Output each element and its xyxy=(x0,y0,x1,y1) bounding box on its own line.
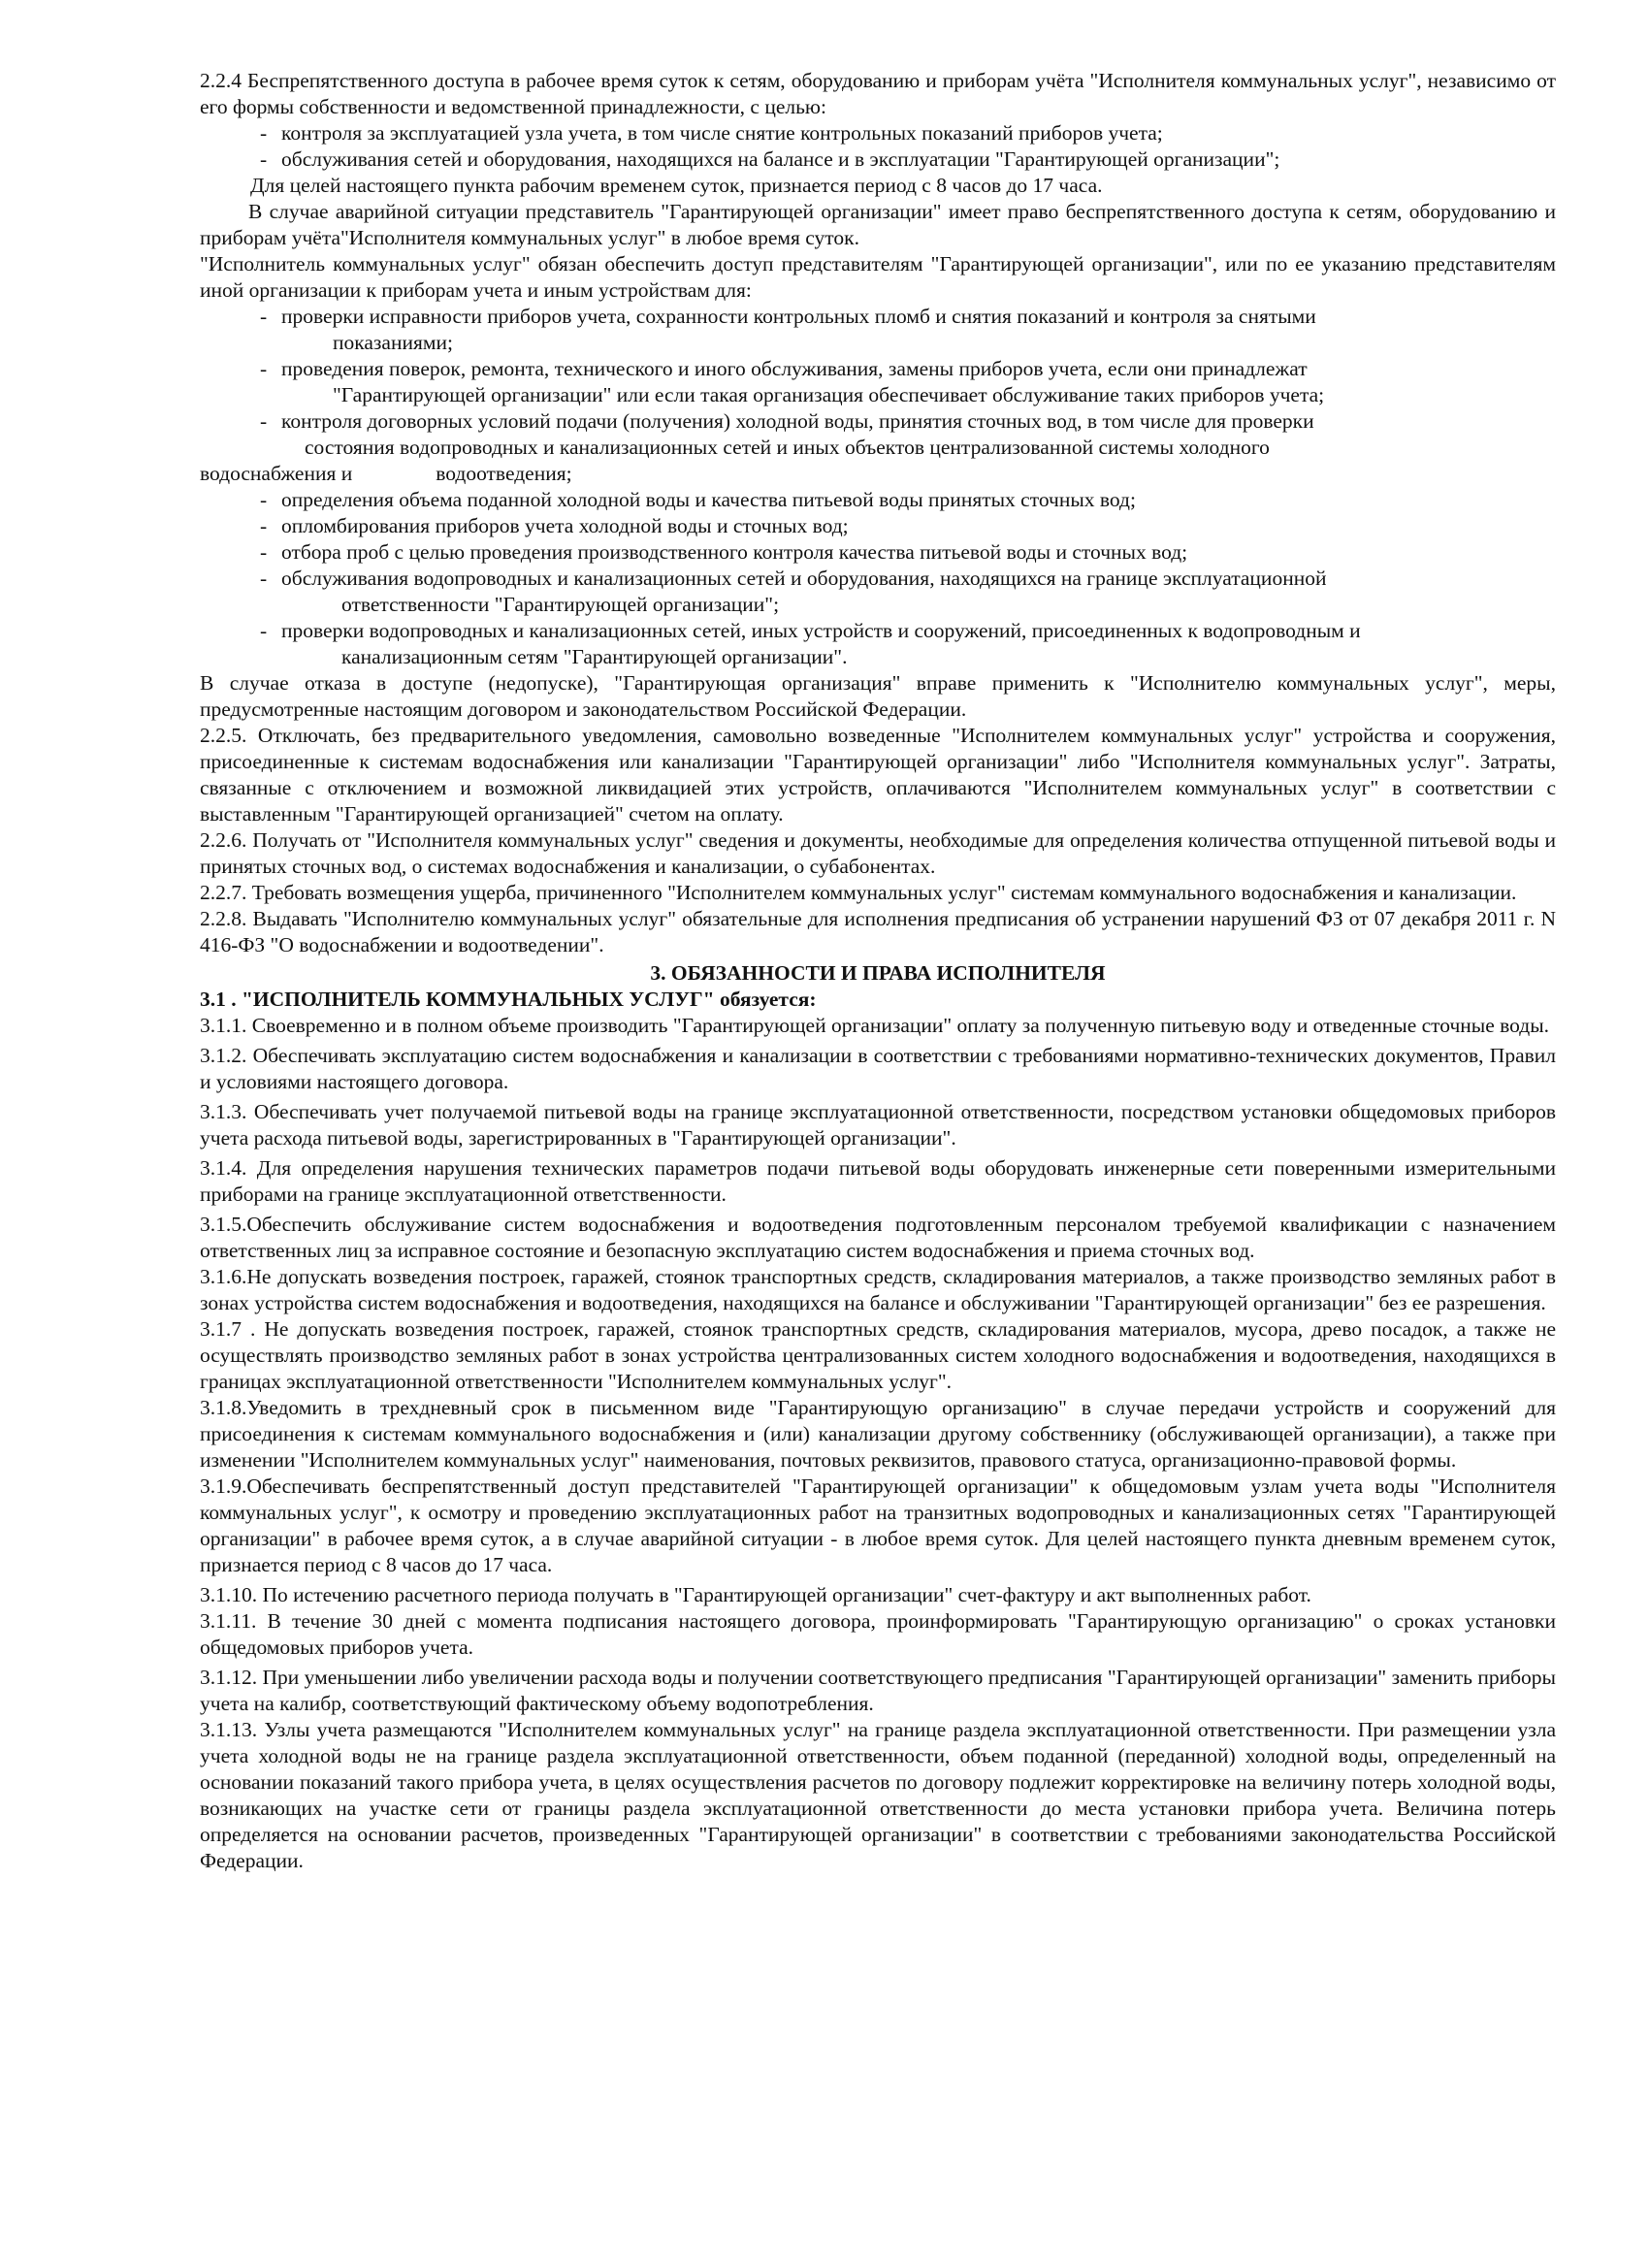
list-item xyxy=(200,566,1556,618)
list-item xyxy=(200,408,1556,461)
paragraph-3-1-6: 3.1.6.Не допускать возведения построек, гаражей, стоянок транспортных средств, складирования материалов, а также производство земляных работ в зонах устройства систем водоснабжения и водоотведения, находящихся на балансе и обслуживании "Гарантирующей организации" без ее разрешения. xyxy=(200,1265,1556,1314)
paragraph-2-2-7: 2.2.7. Требовать возмещения ущерба, причиненного "Исполнителем коммунальных услуг" системам коммунального водоснабжения и канализации. xyxy=(200,881,1517,904)
dash-mark: - xyxy=(260,540,268,564)
list-item xyxy=(200,539,1556,566)
dash-mark: - xyxy=(260,619,268,642)
list-item-wrap: водоснабжения и водоотведения; xyxy=(200,462,572,485)
list-item-continuation: состояния водопроводных и канализационных сетей и иных объектов централизованной системы холодного xyxy=(305,436,1270,459)
paragraph-3-1-1: 3.1.1. Своевременно и в полном объеме производить "Гарантирующей организации" оплату за полученную питьевую воду и отведенные сточные воды. xyxy=(200,1014,1550,1037)
list-item-text: контроля договорных условий подачи (получения) холодной воды, принятия сточных вод, в том числе для проверки xyxy=(281,409,1314,433)
list-item-text: проверки исправности приборов учета, сохранности контрольных пломб и снятия показаний и контроля за снятыми xyxy=(281,305,1316,328)
paragraph-3-1-10: 3.1.10. По истечению расчетного периода получать в "Гарантирующей организации" счет-фактуру и акт выполненных работ. xyxy=(200,1583,1311,1606)
document-page xyxy=(200,68,1556,1874)
list-item-text: обслуживания водопроводных и канализационных сетей и оборудования, находящихся на границе эксплуатационной xyxy=(281,567,1327,590)
list-item-continuation: канализационным сетям "Гарантирующей организации". xyxy=(341,645,848,668)
list-item xyxy=(200,356,1556,408)
paragraph-3-1-3: 3.1.3. Обеспечивать учет получаемой питьевой воды на границе эксплуатационной ответственности, посредством установки общедомовых приборов учета расхода питьевой воды, зарегистрированных в "Гарантирующей организации". xyxy=(200,1100,1556,1150)
paragraph-3-1-13: 3.1.13. Узлы учета размещаются "Исполнителем коммунальных услуг" на границе раздела эксплуатационной ответственности. При размещении узла учета холодной воды не на границе раздела эксплуатационной ответственности, объем поданной (переданной) холодной воды, определенный на основании показаний такого прибора учета, в целях осуществления расчетов по договору подлежит корректировке на величину потерь холодной воды, возникающих на участке сети от границы раздела эксплуатационной ответственности до места установки прибора учета. Величина потерь определяется на основании расчетов, произведенных "Гарантирующей организации" в соответствии с требованиями законодательства Российской Федерации. xyxy=(200,1718,1556,1872)
dash-mark: - xyxy=(260,488,268,511)
working-time-paragraph: Для целей настоящего пункта рабочим временем суток, признается период с 8 часов до 17 часа. xyxy=(250,174,1103,197)
paragraph-3-1-8: 3.1.8.Уведомить в трехдневный срок в письменном виде "Гарантирующую организацию" в случае передачи устройств и сооружений для присоединения к системам коммунального водоснабжения и (или) канализации другому собственнику (обслуживающей организации), а также при изменении "Исполнителем коммунальных услуг" наименования, почтовых реквизитов, правового статуса, организационно-правовой формы. xyxy=(200,1396,1556,1472)
dash-mark: - xyxy=(260,305,268,328)
list-item-text: определения объема поданной холодной воды и качества питьевой воды принятых сточных вод; xyxy=(281,488,1136,511)
subsection-3-1-heading: 3.1 . "ИСПОЛНИТЕЛЬ КОММУНАЛЬНЫХ УСЛУГ" обязуется: xyxy=(200,988,817,1011)
emergency-paragraph: В случае аварийной ситуации представитель "Гарантирующей организации" имеет право беспрепятственного доступа к сетям, оборудованию и приборам учёта"Исполнителя коммунальных услуг" в любое время суток. xyxy=(200,200,1556,249)
paragraph-3-1-7: 3.1.7 . Не допускать возведения построек, гаражей, стоянок транспортных средств, складирования материалов, мусора, древо посадок, а также не осуществлять производство земляных работ в зонах устройства централизованных систем холодного водоснабжения и водоотведения, находящихся в границах эксплуатационной ответственности "Исполнителем коммунальных услуг". xyxy=(200,1317,1556,1393)
paragraph-2-2-5: 2.2.5. Отключать, без предварительного уведомления, самовольно возведенные "Исполнителем коммунальных услуг" устройства и сооружения, присоединенные к системам водоснабжения или канализации "Гарантирующей организации" либо "Исполнителя коммунальных услуг". Затраты, связанные с отключением и возможной ликвидацией этих устройств, оплачиваются "Исполнителем коммунальных услуг" в соответствии с выставленным "Гарантирующей организацией" счетом на оплату. xyxy=(200,724,1556,826)
paragraph-3-1-5: 3.1.5.Обеспечить обслуживание систем водоснабжения и водоотведения подготовленным персоналом требуемой квалификации с назначением ответственных лиц за исправное состояние и безопасную эксплуатацию систем водоснабжения и приема сточных вод. xyxy=(200,1213,1556,1262)
dash-mark: - xyxy=(260,357,268,380)
list-item-continuation: показаниями; xyxy=(333,331,453,354)
paragraph-3-1-4: 3.1.4. Для определения нарушения технических параметров подачи питьевой воды оборудовать инженерные сети поверенными измерительными приборами на границе эксплуатационной ответственности. xyxy=(200,1156,1556,1206)
section-3-heading: 3. ОБЯЗАННОСТИ И ПРАВА ИСПОЛНИТЕЛЯ xyxy=(650,961,1106,985)
paragraph-2-2-4: 2.2.4 Беспрепятственного доступа в рабочее время суток к сетям, оборудованию и приборам учёта "Исполнителя коммунальных услуг", независимо от его формы собственности и ведомственной принадлежности, с целью: xyxy=(200,69,1556,118)
paragraph-2-2-8: 2.2.8. Выдавать "Исполнителю коммунальных услуг" обязательные для исполнения предписания об устранении нарушений ФЗ от 07 декабря 2011 г. N 416-ФЗ "О водоснабжении и водоотведении". xyxy=(200,907,1556,956)
paragraph-3-1-2: 3.1.2. Обеспечивать эксплуатацию систем водоснабжения и канализации в соответствии с требованиями нормативно-технических документов, Правил и условиями настоящего договора. xyxy=(200,1044,1556,1093)
paragraph-3-1-9: 3.1.9.Обеспечивать беспрепятственный доступ представителей "Гарантирующей организации" к общедомовым узлам учета воды "Исполнителя коммунальных услуг", к осмотру и проведению эксплуатационных работ на транзитных водопроводных и канализационных сетях "Гарантирующей организации" в рабочее время суток, а в случае аварийной ситуации - в любое время суток. Для целей настоящего пункта дневным временем суток, признается период с 8 часов до 17 часа. xyxy=(200,1474,1556,1576)
list-item xyxy=(200,487,1556,513)
dash-mark: - xyxy=(260,409,268,433)
list-item-text: проведения поверок, ремонта, технического и иного обслуживания, замены приборов учета, если они принадлежат xyxy=(281,357,1308,380)
paragraph-2-2-6: 2.2.6. Получать от "Исполнителя коммунальных услуг" сведения и документы, необходимые для определения количества отпущенной питьевой воды и принятых сточных вод, о системах водоснабжения и канализации, о субабонентах. xyxy=(200,828,1556,878)
list-item-text: отбора проб с целью проведения производственного контроля качества питьевой воды и сточных вод; xyxy=(281,540,1188,564)
refusal-paragraph: В случае отказа в доступе (недопуске), "Гарантирующая организация" вправе применить к "Исполнителю коммунальных услуг", меры, предусмотренные настоящим договором и законодательством Российской Федерации. xyxy=(200,671,1556,721)
list-item-text: опломбирования приборов учета холодной воды и сточных вод; xyxy=(281,514,849,537)
access-paragraph: "Исполнитель коммунальных услуг" обязан обеспечить доступ представителям "Гарантирующей организации", или по ее указанию представителям иной организации к приборам учета и иным устройствам для: xyxy=(200,252,1556,302)
list-item xyxy=(200,618,1556,670)
paragraph-3-1-12: 3.1.12. При уменьшении либо увеличении расхода воды и получении соответствующего предписания "Гарантирующей организации" заменить приборы учета на калибр, соответствующий фактическому объему водопотребления. xyxy=(200,1666,1556,1715)
list-item xyxy=(200,513,1556,539)
list-item-continuation: "Гарантирующей организации" или если такая организация обеспечивает обслуживание таких приборов учета; xyxy=(333,383,1325,406)
list-item-continuation: ответственности "Гарантирующей организации"; xyxy=(341,593,780,616)
list-item-text: проверки водопроводных и канализационных сетей, иных устройств и сооружений, присоединенных к водопроводным и xyxy=(281,619,1361,642)
paragraph-3-1-11: 3.1.11. В течение 30 дней с момента подписания настоящего договора, проинформировать "Гарантирующую организацию" о сроках установки общедомовых приборов учета. xyxy=(200,1609,1556,1659)
dash-mark: - xyxy=(260,147,268,171)
dash-mark: - xyxy=(260,121,268,145)
dash-mark: - xyxy=(260,567,268,590)
list-item-text: обслуживания сетей и оборудования, находящихся на балансе и в эксплуатации "Гарантирующей организации"; xyxy=(281,147,1280,171)
list-item xyxy=(200,146,1556,173)
list-item xyxy=(200,304,1556,356)
list-item-text: контроля за эксплуатацией узла учета, в том числе снятие контрольных показаний приборов учета; xyxy=(281,121,1163,145)
list-item xyxy=(200,120,1556,146)
dash-mark: - xyxy=(260,514,268,537)
